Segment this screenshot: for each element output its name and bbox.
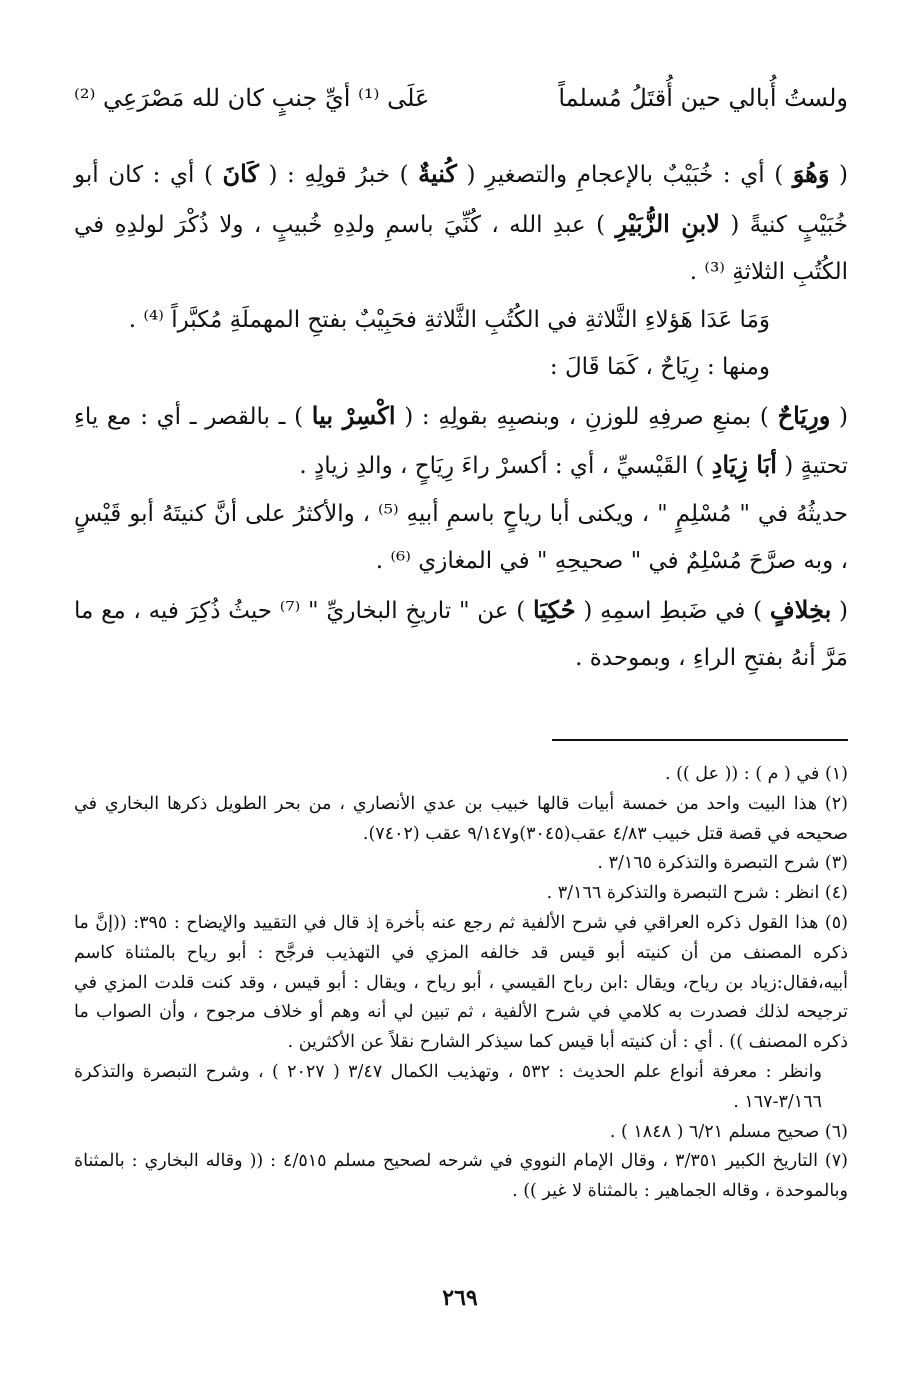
footnotes bbox=[74, 760, 848, 1207]
text-run: ) ـ بالقصر ـ أي : مع ياءِ تحتيةٍ ( bbox=[74, 403, 848, 479]
paragraph-khubayb bbox=[74, 150, 848, 297]
footnote-3: (٣) شرح التبصرة والتذكرة ٣/١٦٥ . bbox=[597, 853, 848, 874]
page-number: ٢٦٩ bbox=[442, 1285, 478, 1311]
matn-term: ورِيَاحٌ bbox=[777, 400, 831, 430]
text-run: ) خبرُ قولِهِ : ( bbox=[258, 162, 419, 188]
paragraph-hadith: حديثُهُ في " مُسْلِمٍ " ، ويكنى أبا رياحٍ باسمِ أبيهِ ⁽⁵⁾ ، والأكثرُ على أنَّ كنيتَهُ أبو قَيْسٍ ، وبه صرَّحَ مُسْلِمٌ في " صحيحِهِ " في المغازي ⁽⁶⁾ . bbox=[74, 500, 848, 574]
matn-term: لابنِ الزُّبَيْرِ bbox=[615, 208, 720, 238]
footnote-2: (٢) هذا البيت واحد من خمسة أبيات قالها خبيب بن عدي الأنصاري ، من بحر الطويل ذكرها البخاري في صحيحه في قصة قتل خبيب ٤/٨٣ عقب(٣٠٤٥)و٩/١٤٧ عقب (٧٤٠٢). bbox=[74, 793, 848, 844]
text-run: ) عبدِ الله ، كُنِّيَ باسمِ ولدِهِ خُبيبٍ ، ولا ذُكْرَ لولدِهِ في الكُتُبِ الثلاثةِ ⁽³⁾ . bbox=[74, 211, 848, 285]
paragraph-riyah bbox=[74, 392, 848, 491]
paragraph-khilaf bbox=[74, 586, 848, 683]
matn-term: حُكِيَا bbox=[533, 594, 576, 624]
footnote-4: (٤) انظر : شرح التبصرة والتذكرة ٣/١٦٦ . bbox=[546, 883, 848, 904]
text-run: ) عن " تاريخِ البخاريِّ " ⁽⁷⁾ حيثُ ذُكِرَ فيه ، مع ما مَرَّ أنهُ بفتحِ الراءِ ، وبموحدة . bbox=[74, 597, 848, 671]
footnote-5: (٥) هذا القول ذكره العراقي في شرح الألفية ثم رجع عنه بأخرة إذ قال في التقييد والإيضاح : ٣٩٥: ((إنَّ ما ذكره المصنف من أن كنيته أبو قيس قد خالفه المزي في التهذيب فرجَّح : أبو رياح بالمثناة كاسم أبيه،فقال:زياد بن رياح، ويقال :ابن رباح القيسي ، أبو رياح ، ويقال : أبو قيس ، وقد كنت قلدت المزي في ترجيحه لذلك فصدرت به كلامي في شرح الألفية ، ثم تبين لي أنه وهم أو خلاف مرجوح ، وأن الصواب ما ذكره المصنف )) . أي : أن كنيته أبا قيس كما سيذكر الشارح نقلاً عن الأكثرين . bbox=[74, 912, 848, 1053]
main-text bbox=[74, 150, 848, 683]
matn-term: اكْسِرْ بيا bbox=[311, 400, 396, 430]
footnote-1: (١) في ( م ) : (( عل )) . bbox=[664, 764, 848, 784]
text-run: ) القَيْسيِّ ، أي : أكسرْ راءَ رِيَاحٍ ، والدِ زيادٍ . bbox=[299, 453, 712, 479]
footnote-separator bbox=[552, 739, 848, 741]
matn-term: بخِلافٍ bbox=[769, 594, 832, 624]
matn-term: كَانَ bbox=[222, 159, 259, 188]
matn-term: أبَا زِيَادِ bbox=[711, 450, 777, 479]
text-run: ) في ضَبطِ اسمِهِ ( bbox=[575, 597, 770, 624]
footnote-7: (٧) التاريخ الكبير ٣/٣٥١ ، وقال الإمام النووي في شرحه لصحيح مسلم ٤/٥١٥ : (( وقاله البخاري : بالمثناة وبالموحدة ، وقاله الجماهير : بالمثناة لا غير )) . bbox=[74, 1151, 848, 1202]
text-run: ( bbox=[830, 403, 848, 430]
paragraph-riyah-intro: ومنها : رِيَاحٌ ، كَمَا قَالَ : bbox=[549, 354, 770, 380]
poem-verse bbox=[74, 76, 848, 120]
footnote-6: (٦) صحيح مسلم ٦/٢١ ( ١٨٤٨ ) . bbox=[609, 1121, 848, 1142]
text-run: ( bbox=[829, 162, 848, 188]
verse-second-hemistich: عَلَى ⁽¹⁾ أيِّ جنبٍ كان لله مَصْرَعِي ⁽²⁾ bbox=[74, 84, 430, 112]
matn-term: كُنيةٌ bbox=[418, 159, 457, 188]
verse-first-hemistich: ولستُ أُبالي حين أُقتَلُ مُسلماً bbox=[558, 84, 848, 112]
paragraph-habib: وَمَا عَدَا هَؤلاءِ الثَّلاثةِ في الكُتُبِ الثَّلاثةِ فحَبِيْبٌ بفتحِ المهملَةِ مُكبَّراً ⁽⁴⁾ . bbox=[128, 306, 770, 333]
text-run: ) بمنعِ صرفِهِ للوزنِ ، وبنصبِهِ بقولِهِ : ( bbox=[395, 403, 778, 430]
text-run: ) أي : كان أبو خُبَيْبٍ كنيةً ( bbox=[74, 162, 848, 238]
text-run: ) أي : خُبَيْبٌ بالإعجامِ والتصغيرِ ( bbox=[456, 162, 793, 188]
footnote-5-continued: وانظر : معرفة أنواع علم الحديث : ٥٣٢ ، وتهذيب الكمال ٣/٤٧ ( ٢٠٢٧ ) ، وشرح التبصرة والتذكرة ٣/١٦٦-١٦٧ . bbox=[74, 1061, 822, 1112]
matn-term: وَهُوَ bbox=[792, 159, 830, 188]
text-run: ( bbox=[831, 597, 848, 624]
